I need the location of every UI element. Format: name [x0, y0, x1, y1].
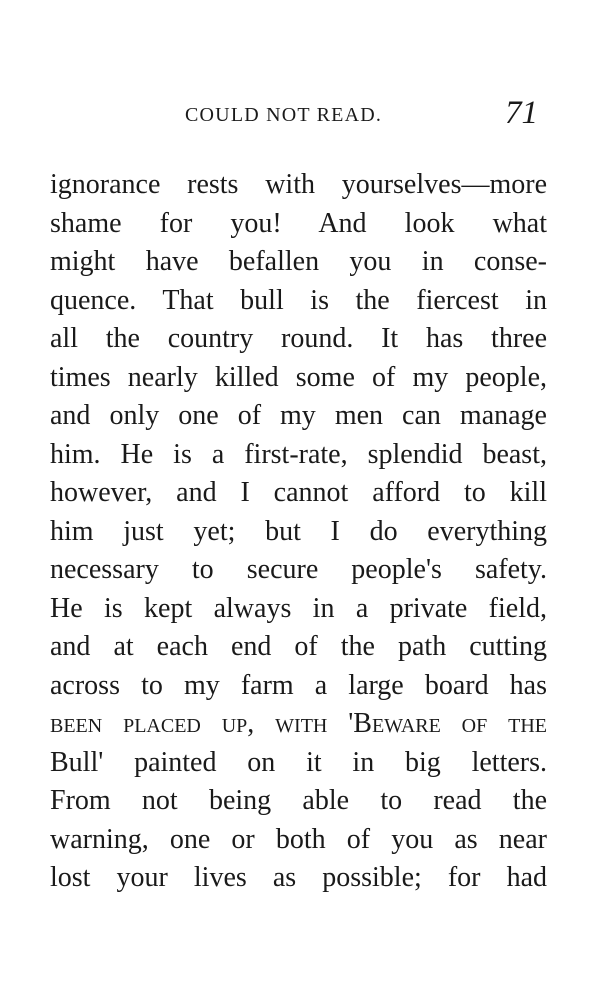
- text-line: across to my farm a large board has: [50, 669, 547, 701]
- running-title: COULD NOT READ.: [185, 104, 383, 126]
- text-line: him. He is a first-rate, splendid beast,: [50, 438, 547, 470]
- text-line: warning, one or both of you as near: [50, 823, 547, 855]
- text-line: He is kept always in a private field,: [50, 592, 547, 624]
- text-line: all the country round. It has three: [50, 323, 547, 354]
- text-line: however, and I cannot afford to kill: [50, 477, 547, 508]
- text-line: ignorance rests with yourselves—more: [50, 169, 547, 200]
- text-line: and at each end of the path cutting: [50, 631, 547, 662]
- text-line: been placed up, with 'Beware of the: [50, 708, 547, 739]
- text-line: necessary to secure people's safety.: [50, 554, 547, 585]
- text-line: might have befallen you in conse-: [50, 246, 547, 277]
- text-line: Bull' painted on it in big letters.: [50, 746, 547, 778]
- text-line: and only one of my men can manage: [50, 400, 547, 431]
- text-line: times nearly killed some of my people,: [50, 361, 547, 393]
- text-line: quence. That bull is the fiercest in: [50, 284, 547, 316]
- page-number: 71: [505, 95, 538, 131]
- text-line: shame for you! And look what: [50, 207, 547, 239]
- body-text: [50, 166, 547, 898]
- text-line: lost your lives as possible; for had: [50, 862, 547, 893]
- text-line: From not being able to read the: [50, 785, 547, 816]
- text-line: him just yet; but I do everything: [50, 515, 547, 547]
